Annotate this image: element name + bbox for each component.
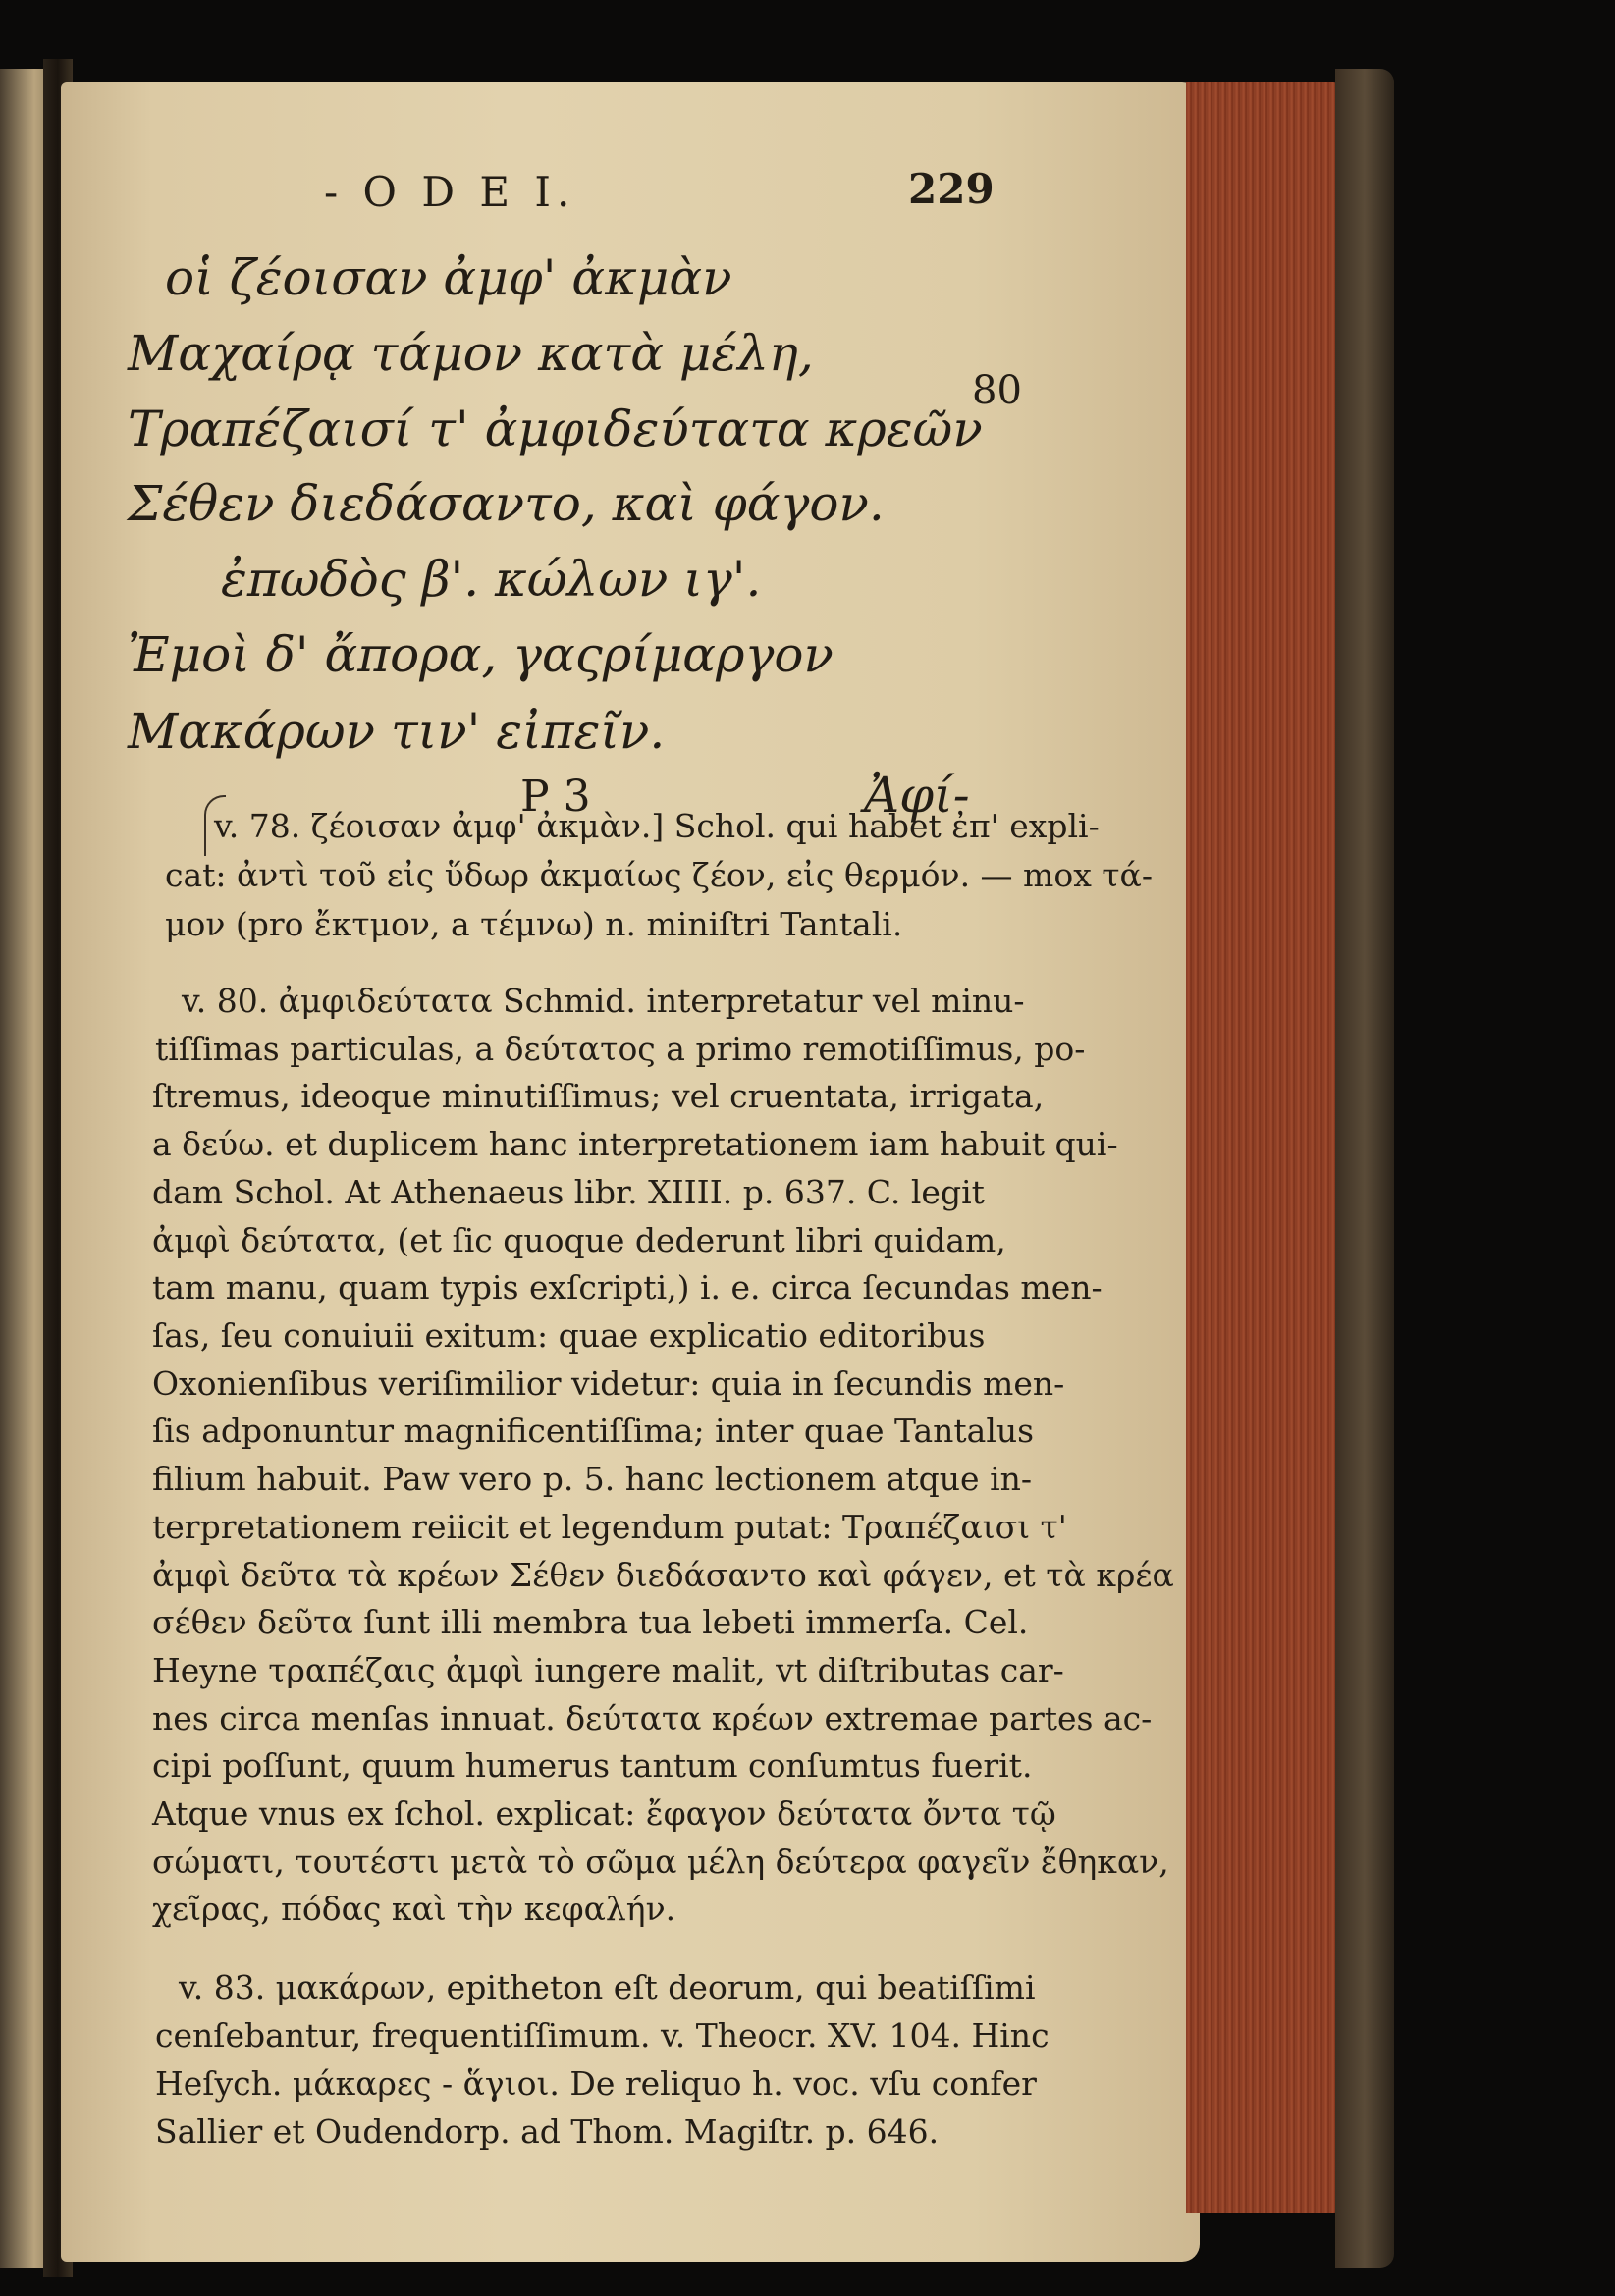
note-line: σώματι, τουτέστι μετὰ τὸ σῶμα μέλη δεύτερα φαγεῖν ἔθηκαν, <box>152 1842 1169 1881</box>
line-number: 80 <box>972 368 1022 413</box>
verse-line: ἐπωδὸς β'. κώλων ιγ'. <box>221 551 762 608</box>
note-line: ſtremus, ideoque minutiſſimus; vel cruentata, irrigata, <box>152 1077 1045 1115</box>
verse-line: Ἐμοὶ δ' ἄπορα, γαςρίμαργον <box>128 626 834 683</box>
note-line: cenſebantur, frequentiſſimum. v. Theocr. XV. 104. Hinc <box>155 2016 1050 2055</box>
running-header: - O D E I. <box>324 168 576 216</box>
note-line: v. 80. ἀμφιδεύτατα Schmid. interpretatur vel minu- <box>182 982 1025 1020</box>
book-cover <box>1335 69 1394 2268</box>
note-line: χεῖρας, πόδας καὶ τὴν κεφαλήν. <box>152 1890 676 1928</box>
note-line: dam Schol. At Athenaeus libr. XIIII. p. 637. C. legit <box>152 1173 985 1211</box>
verse-line: Μακάρων τιν' εἰπεῖν. <box>128 703 666 760</box>
note-line: tiſſimas particulas, a δεύτατος a primo remotiſſimus, po- <box>155 1030 1086 1068</box>
note-line: ſis adponuntur magnificentiſſima; inter quae Tantalus <box>152 1412 1035 1450</box>
signature-mark: P 3 <box>520 772 591 822</box>
note-line: ἀμφὶ δεῦτα τὰ κρέων Σέθεν διεδάσαντο καὶ φάγεν, et τὰ κρέα <box>152 1556 1174 1594</box>
note-line: Atque vnus ex ſchol. explicat: ἔφαγον δεύτατα ὄντα τῷ <box>152 1794 1056 1833</box>
verse-line: Μαχαίρᾳ τάμον κατὰ μέλη, <box>128 325 814 382</box>
note-line: cipi poſſunt, quum humerus tantum conſumtus fuerit. <box>152 1746 1033 1785</box>
note-line: μον (pro ἔκτμον, a τέμνω) n. miniſtri Tantali. <box>165 905 903 943</box>
page-block-edge <box>1186 82 1343 2213</box>
note-line: cat: ἀντὶ τοῦ εἰς ὕδωρ ἀκμαίως ζέον, εἰς θερμόν. — mox τά- <box>165 856 1153 894</box>
note-line: ἀμφὶ δεύτατα, (et ſic quoque dederunt libri quidam, <box>152 1221 1006 1259</box>
note-line: v. 78. ζέοισαν ἀμφ' ἀκμὰν.] Schol. qui habet ἐπ' expli- <box>214 807 1100 845</box>
note-line: Heyne τραπέζαις ἀμφὶ iungere malit, vt diſtributas car- <box>152 1651 1064 1689</box>
verse-line: οἱ ζέοισαν ἀμφ' ἀκμὰν <box>165 249 732 306</box>
note-line: σέθεν δεῦτα ſunt illi membra tua lebeti immerſa. Cel. <box>152 1603 1029 1641</box>
note-line: Oxonienſibus veriſimilior videtur: quia in ſecundis men- <box>152 1364 1065 1403</box>
page-number: 229 <box>908 165 995 213</box>
note-line: ſas, ſeu conuiuii exitum: quae explicatio editoribus <box>152 1316 986 1355</box>
verse-line: Σέθεν διεδάσαντο, καὶ φάγον. <box>128 475 885 532</box>
verse-line: Τραπέζαισί τ' ἀμφιδεύτατα κρεῶν <box>128 400 983 457</box>
note-line: Sallier et Oudendorp. ad Thom. Magiſtr. p. 646. <box>155 2112 940 2151</box>
note-line: v. 83. μακάρων, epitheton eſt deorum, qui beatiſſimi <box>179 1968 1036 2006</box>
note-line: tam manu, quam typis exſcripti,) i. e. circa ſecundas men- <box>152 1268 1103 1307</box>
catchword: Ἀφί- <box>864 767 970 824</box>
note-line: a δεύω. et duplicem hanc interpretationem iam habuit qui- <box>152 1125 1118 1163</box>
note-line: terpretationem reiicit et legendum putat: Τραπέζαισι τ' <box>152 1508 1067 1546</box>
note-line: filium habuit. Paw vero p. 5. hanc lectionem atque in- <box>152 1460 1033 1498</box>
note-line: nes circa menſas innuat. δεύτατα κρέων extremae partes ac- <box>152 1699 1153 1737</box>
note-line: Heſych. μάκαρες - ἅγιοι. De reliquo h. voc. vſu confer <box>155 2064 1037 2103</box>
